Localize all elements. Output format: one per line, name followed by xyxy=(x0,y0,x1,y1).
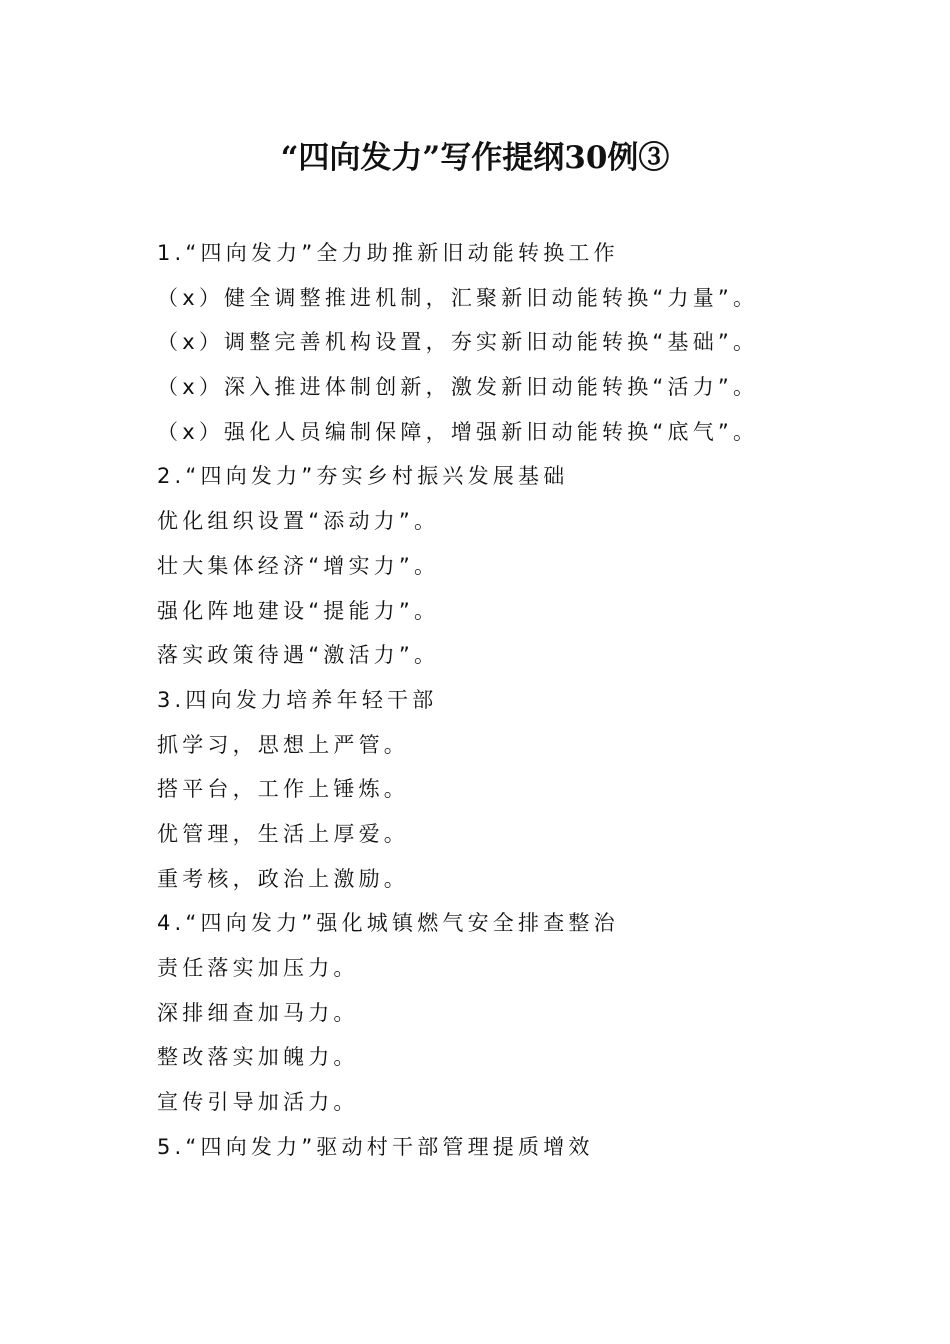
section-heading-1: 1.“四向发力”全力助推新旧动能转换工作 xyxy=(157,241,619,265)
outline-item: 壮大集体经济“增实力”。 xyxy=(157,553,440,578)
outline-item: （x）调整完善机构设置，夯实新旧动能转换“基础”。 xyxy=(157,330,759,355)
section-heading-2: 2.“四向发力”夯实乡村振兴发展基础 xyxy=(157,464,569,489)
outline-item: 优化组织设置“添动力”。 xyxy=(157,509,440,534)
outline-item: 深排细查加马力。 xyxy=(157,1000,359,1025)
outline-item: 抓学习，思想上严管。 xyxy=(157,732,409,757)
outline-item: （x）健全调整推进机制，汇聚新旧动能转换“力量”。 xyxy=(157,285,759,310)
section-heading-5: 5.“四向发力”驱动村干部管理提质增效 xyxy=(157,1134,594,1159)
outline-item: 宣传引导加活力。 xyxy=(157,1090,359,1115)
outline-item: 搭平台，工作上锤炼。 xyxy=(157,777,409,802)
outline-item: 落实政策待遇“激活力”。 xyxy=(157,643,440,668)
outline-item: 重考核，政治上激励。 xyxy=(157,866,409,891)
document-body xyxy=(157,231,797,1169)
outline-item: （x）深入推进体制创新，激发新旧动能转换“活力”。 xyxy=(157,375,759,400)
outline-item: 优管理，生活上厚爱。 xyxy=(157,821,409,846)
document-title: “四向发力”写作提纲30例③ xyxy=(280,140,670,176)
outline-item: 责任落实加压力。 xyxy=(157,956,359,980)
section-heading-4: 4.“四向发力”强化城镇燃气安全排查整治 xyxy=(157,911,619,936)
section-heading-3: 3.四向发力培养年轻干部 xyxy=(157,687,438,712)
outline-item: （x）强化人员编制保障，增强新旧动能转换“底气”。 xyxy=(157,419,759,444)
outline-item: 整改落实加魄力。 xyxy=(157,1045,359,1070)
outline-item: 强化阵地建设“提能力”。 xyxy=(157,598,440,623)
